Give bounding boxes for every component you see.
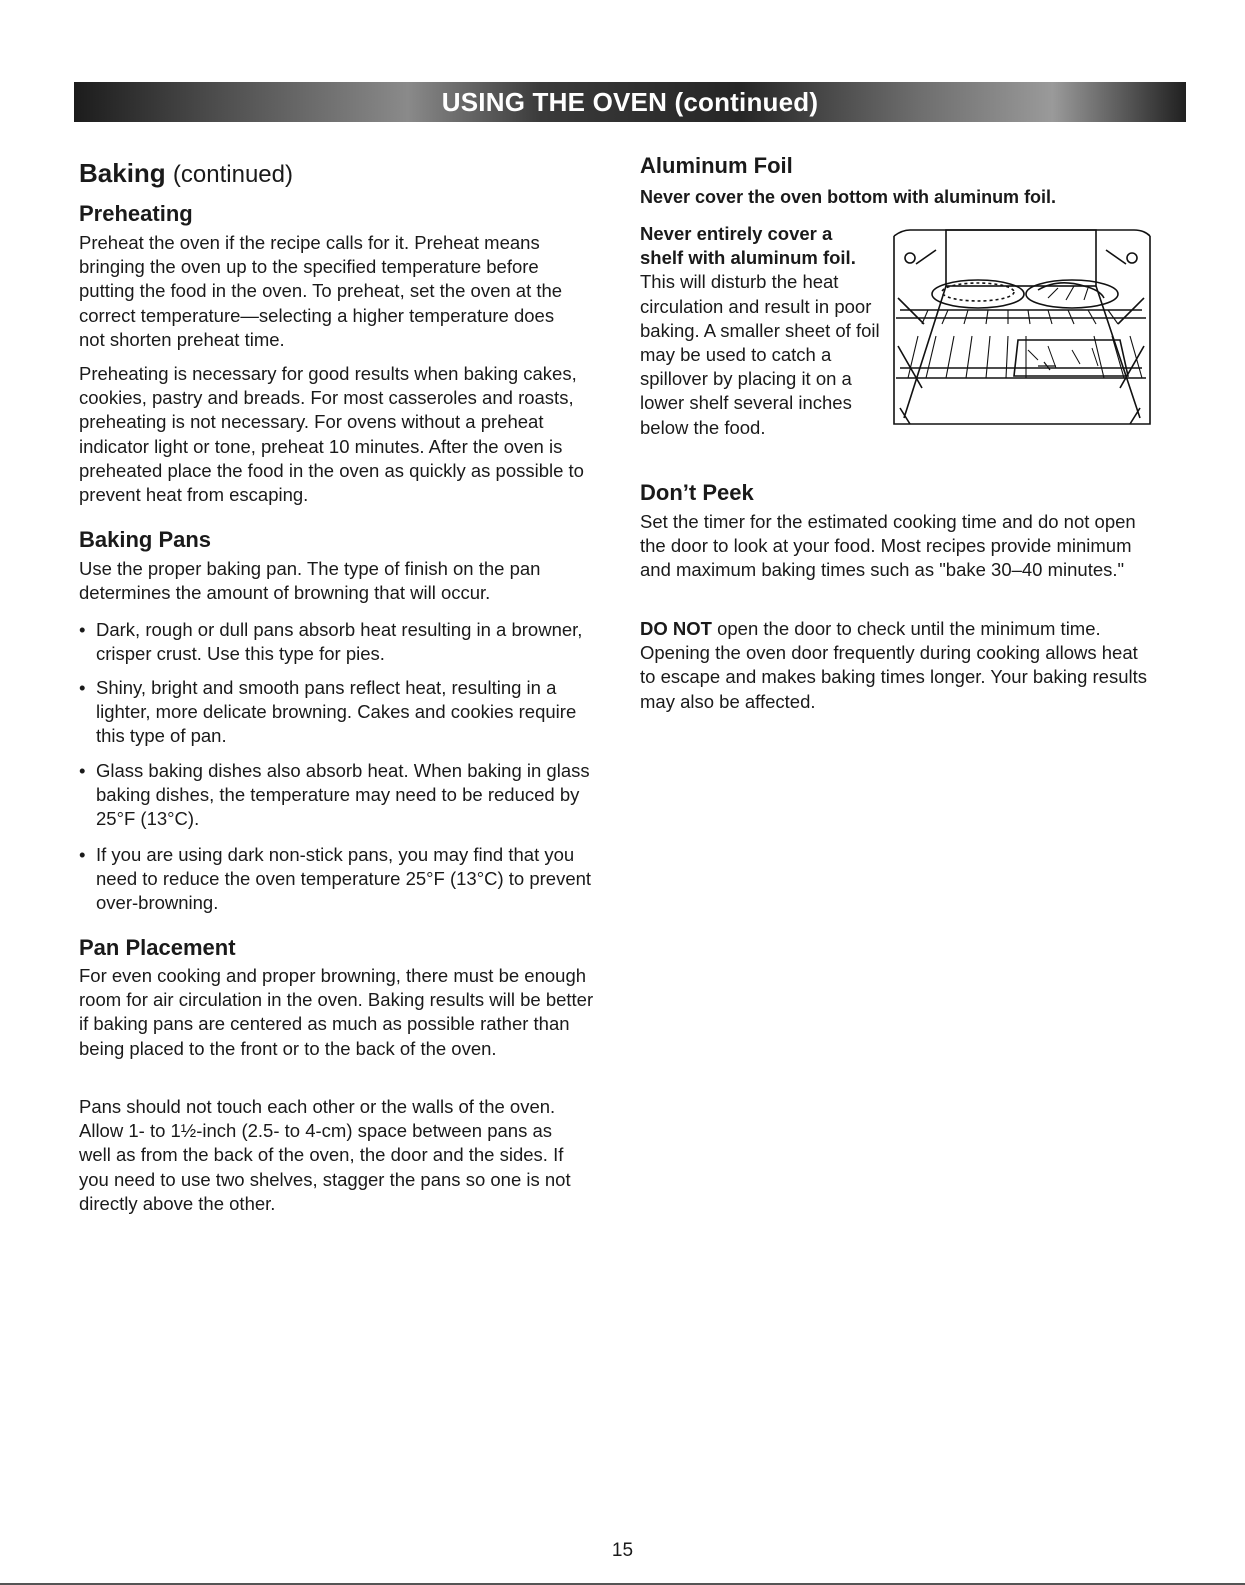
aluminum-foil-warning: Never cover the oven bottom with aluminum foil. [640, 187, 1057, 207]
baking-pans-intro: Use the proper baking pan. The type of finish on the pan determines the amount of browning that will occur. [79, 558, 541, 604]
bullet-text: Glass baking dishes also absorb heat. When baking in glass baking dishes, the temperature may need to be reduced by 25°F (13°C). [96, 760, 590, 830]
oven-shelf-foil-illustration [888, 228, 1154, 432]
pan-placement-para-2: Pans should not touch each other or the walls of the oven. Allow 1- to 1½-inch (2.5- to 4-cm) space between pans as well as from the back of the oven, the door and the sides. If you need to use two shelves, stagger the pans so one is not directly above the other. [79, 1096, 571, 1214]
baking-pans-bullet-2 [79, 676, 596, 749]
dont-peek-bold: DO NOT [640, 618, 712, 639]
bullet-text: If you are using dark non-stick pans, you may find that you need to reduce the oven temperature 25°F (13°C) to prevent over-browning. [96, 844, 592, 914]
bullet-text: Shiny, bright and smooth pans reflect heat, resulting in a lighter, more delicate browning. Cakes and cookies require this type of pan. [96, 677, 577, 747]
pan-placement-heading: Pan Placement [79, 935, 236, 960]
aluminum-foil-heading: Aluminum Foil [640, 153, 793, 178]
section-title-main: Baking [79, 158, 166, 188]
preheating-heading: Preheating [79, 201, 193, 226]
section-banner [74, 82, 1186, 122]
aluminum-foil-bold-lead: Never entirely cover a shelf with aluminum foil. [640, 223, 856, 269]
aluminum-foil-text: This will disturb the heat circulation and result in poor baking. A smaller sheet of foil may be used to catch a spillover by placing it on a lower shelf several inches below the food. [640, 271, 880, 438]
dont-peek-rest: open the door to check until the minimum time. Opening the oven door frequently during cooking allows heat to escape and makes baking times longer. Your baking results may also be affected. [640, 618, 1148, 712]
aluminum-foil-body [640, 222, 880, 440]
baking-pans-bullet-3 [79, 759, 596, 832]
baking-pans-heading: Baking Pans [79, 527, 212, 552]
section-title-sub: (continued) [172, 161, 293, 188]
section-title [79, 158, 293, 189]
dont-peek-para-2 [640, 617, 1150, 714]
page-number: 15 [611, 1540, 634, 1561]
preheating-para-2: Preheating is necessary for good results when baking cakes, cookies, pastry and breads. For most casseroles and roasts, preheating is not necessary. For ovens without a preheat indicator light or tone, preheat 10 minutes. After the oven is preheated place the food in the oven as quickly as possible to prevent heat from escaping. [79, 363, 584, 506]
bullet-text: Dark, rough or dull pans absorb heat resulting in a browner, crisper crust. Use this type for pies. [96, 619, 583, 665]
baking-pans-bullet-4 [79, 843, 596, 916]
dont-peek-para-1: Set the timer for the estimated cooking time and do not open the door to look at your food. Most recipes provide minimum and maximum baking times such as "bake 30–40 minutes." [640, 511, 1136, 581]
baking-pans-bullet-1 [79, 618, 596, 666]
pan-placement-para-1: For even cooking and proper browning, there must be enough room for air circulation in the oven. Baking results will be better if baking pans are centered as much as possible rather than being placed to the front or to the back of the oven. [79, 965, 594, 1059]
banner-title: USING THE OVEN (continued) [441, 86, 819, 117]
preheating-para-1: Preheat the oven if the recipe calls for it. Preheat means bringing the oven up to the specified temperature before putting the food in the oven. To preheat, set the oven at the correct temperature—selecting a higher temperature does not shorten preheat time. [79, 232, 563, 350]
dont-peek-heading: Don’t Peek [640, 480, 754, 505]
